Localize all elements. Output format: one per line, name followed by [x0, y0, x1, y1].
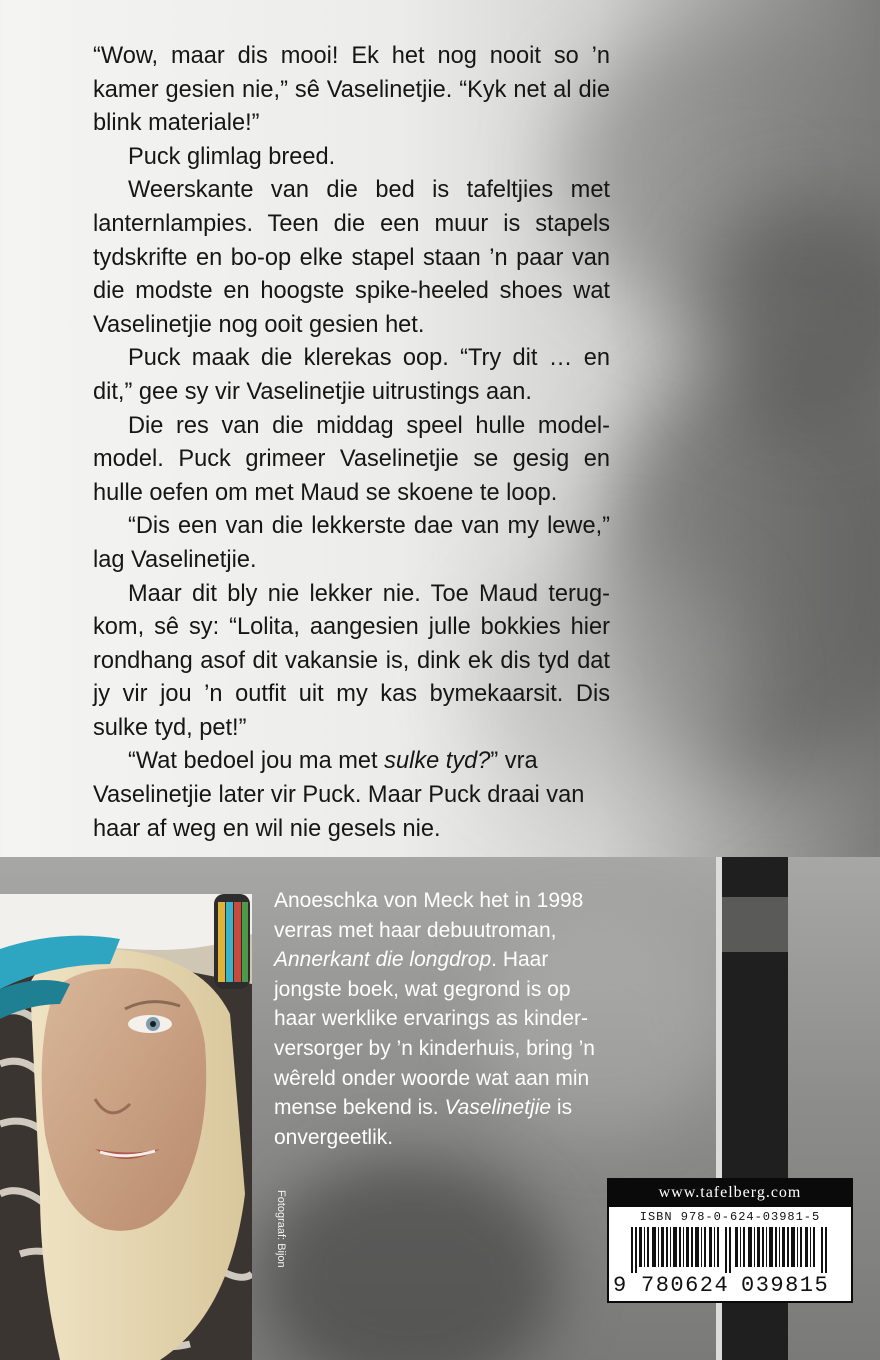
excerpt-paragraph: Puck maak die klerekas oop. “Try dit … en dit,” gee sy vir Vaselinetjie uitrustings aan. — [93, 345, 610, 405]
ean-first-digit: 9 — [613, 1273, 627, 1298]
excerpt-paragraph: Die res van die middag speel hulle model-model. Puck grimeer Vaselinetjie se gesig en hulle oefen om met Maud se skoene te loop. — [93, 412, 610, 506]
barcode-bars — [631, 1227, 831, 1273]
bio-text-run: is onvergeetlik. — [274, 1096, 573, 1149]
book-title-debut: Annerkant die longdrop — [274, 948, 492, 972]
author-bio-paragraph — [274, 886, 614, 1152]
excerpt-paragraph — [93, 745, 610, 846]
excerpt-paragraph: Weerskante van die bed is tafeltjies met lanternlampies. Teen die een muur is stapels tydskrifte en bo-op elke stapel staan ’n paar van die modste en hoogste spike-heeled shoes wat Vaselinetjie nog ooit gesien het. — [93, 177, 610, 338]
excerpt-paragraph: “Wow, maar dis mooi! Ek het nog nooit so ’n kamer gesien nie,” sê Vaselinetjie. “Kyk net al die blink materiale!” — [93, 43, 610, 137]
photo-credit: Fotograaf: Bijon — [275, 1190, 287, 1268]
isbn-barcode-box — [607, 1207, 853, 1303]
author-photo-illustration — [0, 894, 252, 1360]
panel-cloud-texture — [260, 1157, 560, 1360]
excerpt-paragraph: Maar dit bly nie lekker nie. Toe Maud terugkom, sê sy: “Lolita, aangesien julle bokkies hier rondhang asof dit vakansie is, dink ek dis tyd dat jy vir jou ’n outfit uit my kas bymekaarsit. Dis sulke tyd, pet!” — [93, 580, 610, 741]
excerpt-text-run: “Wat bedoel jou ma met — [128, 748, 385, 775]
excerpt-text — [93, 40, 610, 846]
author-bio — [274, 886, 614, 1152]
excerpt-text-run: ” vra Vaselinetjie later vir Puck. Maar Puck draai van haar af weg en wil nie gesels nie. — [93, 748, 585, 842]
bio-text-run: . Haar jongste boek, wat gegrond is op haar werklike ervarings as kinderversorger by ’n kinderhuis, bring ’n wêreld onder woorde wat aan min mense bekend is. — [274, 948, 595, 1120]
isbn-label: ISBN 978-0-624-03981-5 — [639, 1210, 821, 1224]
publisher-url: www.tafelberg.com — [607, 1178, 853, 1207]
excerpt-paragraph: “Dis een van die lekkerste dae van my lewe,” lag Vaselinetjie. — [93, 513, 610, 573]
ean-right-digits: 039815 — [741, 1273, 830, 1298]
ean-left-digits: 780624 — [641, 1273, 730, 1298]
bio-text-run: Anoeschka von Meck het in 1998 verras met haar debuutroman, — [274, 889, 584, 942]
edge-strip-band — [722, 897, 788, 952]
author-photo — [0, 894, 252, 1360]
book-title-current: Vaselinetjie — [444, 1096, 552, 1120]
excerpt-paragraph: Puck glimlag breed. — [128, 143, 336, 170]
excerpt-emphasis: sulke tyd? — [384, 748, 491, 775]
